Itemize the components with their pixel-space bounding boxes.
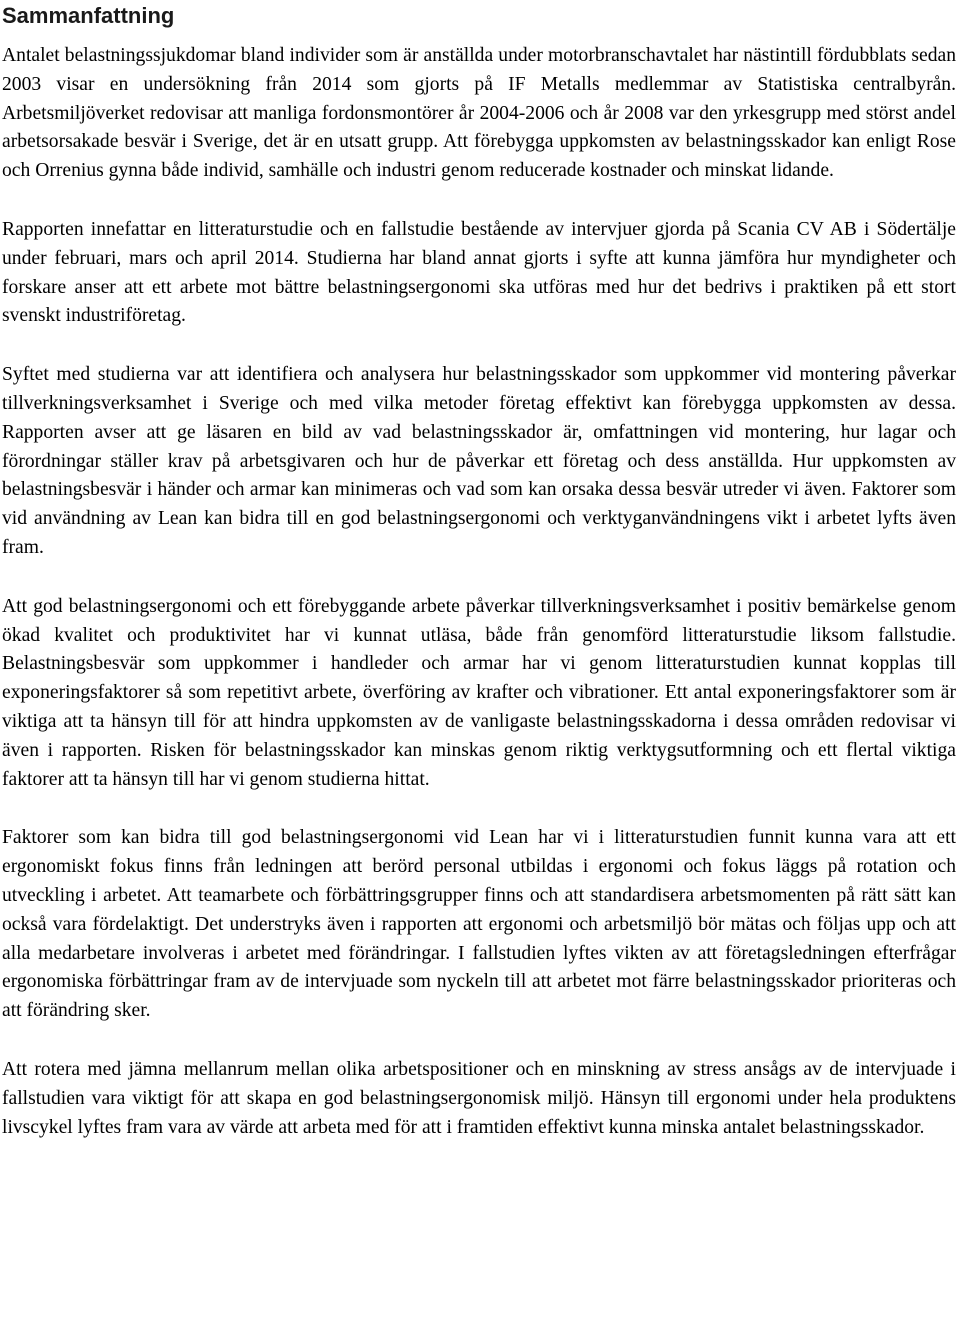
paragraph: Rapporten innefattar en litteraturstudie och en fallstudie bestående av intervjuer gjorda på Scania CV AB i Södertälje under februari, mars och april 2014. Studierna har bland annat gjorts i syfte att kunna jämföra hur myndigheter och forskare anser att ett arbete mot bättre belastningsergonomi ska utföras med hur det bedrivs i praktiken på ett stort svenskt industriföretag. xyxy=(2,218,956,327)
paragraph: Att god belastningsergonomi och ett förebyggande arbete påverkar tillverkningsverksamhet i positiv bemärkelse genom ökad kvalitet och produktivitet har vi kunnat utläsa, både från genomförd litteraturstudie liksom fallstudie. Belastningsbesvär som uppkommer i handleder och armar har vi genom litteraturstudien kunnat kopplas till exponeringsfaktorer så som repetitivt arbete, överföring av krafter och vibrationer. Ett antal exponeringsfaktorer som är viktiga att ta hänsyn till för att hindra uppkomsten av de vanligaste belastningsskadorna i dessa områden redovisar vi även i rapporten. Risken för belastningsskador kan minskas genom riktig verktygsutformning och ett flertal viktiga faktorer att ta hänsyn till har vi genom studierna hittat. xyxy=(2,595,956,790)
paragraph: Syftet med studierna var att identifiera och analysera hur belastningsskador som uppkommer vid montering påverkar tillverkningsverksamhet i Sverige och med vilka metoder företag effektivt kan förebygga uppkomsten av dessa. Rapporten avser att ge läsaren en bild av vad belastningsskador är, omfattningen vid montering, hur lagar och förordningar ställer krav på arbetsgivaren och hur de påverkar ett företag och dess anställda. Hur uppkomsten av belastningsbesvär i händer och armar kan minimeras och vad som kan orsaka dessa besvär utreder vi även. Faktorer som vid användning av Lean kan bidra till en god belastningsergonomi och verktyganvändningens vikt i arbetet lyfts även fram. xyxy=(2,364,956,558)
body-text xyxy=(2,42,956,1142)
section-heading: Sammanfattning xyxy=(2,3,175,28)
paragraph: Antalet belastningssjukdomar bland individer som är anställda under motorbranschavtalet har nästintill fördubblats sedan 2003 visar en undersökning från 2014 som gjorts på IF Metalls medlemmar av Statistiska centralbyrån. Arbetsmiljöverket redovisar att manliga fordonsmontörer år 2004-2006 och år 2008 var den yrkesgrupp med störst andel arbetsorsakade besvär i Sverige, det är en utsatt grupp. Att förebygga uppkomsten av belastningsskador kan enligt Rose och Orrenius gynna både individ, samhälle och industri genom reducerade kostnader och minskat lidande. xyxy=(2,45,956,182)
document-page xyxy=(2,0,956,1142)
paragraph: Att rotera med jämna mellanrum mellan olika arbetspositioner och en minskning av stress ansågs av de intervjuade i fallstudien vara viktigt för att skapa en god belastningsergonomisk miljö. Hänsyn till ergonomi under hela produktens livscykel lyftes fram vara av värde att arbeta med för att i framtiden effektivt kunna minska antalet belastningsskador. xyxy=(2,1058,956,1138)
paragraph: Faktorer som kan bidra till god belastningsergonomi vid Lean har vi i litteraturstudien funnit kunna vara att ett ergonomiskt fokus finns från ledningen att berörd personal utbildas i ergonomi och fokus läggs på rotation och utveckling i arbetet. Att teamarbete och förbättringsgrupper finns och att standardisera arbetsmomenten på rätt sätt kan också vara fördelaktigt. Det understryks även i rapporten att ergonomi och arbetsmiljö bör mätas och följas upp och att alla medarbetare involveras i arbetet med förändringar. I fallstudien lyftes vikten av att företagsledningen efterfrågar ergonomiska förbättringar fram av de intervjuade som nyckeln till att arbetet mot färre belastningsskador prioriteras och att förändring sker. xyxy=(2,827,956,1022)
